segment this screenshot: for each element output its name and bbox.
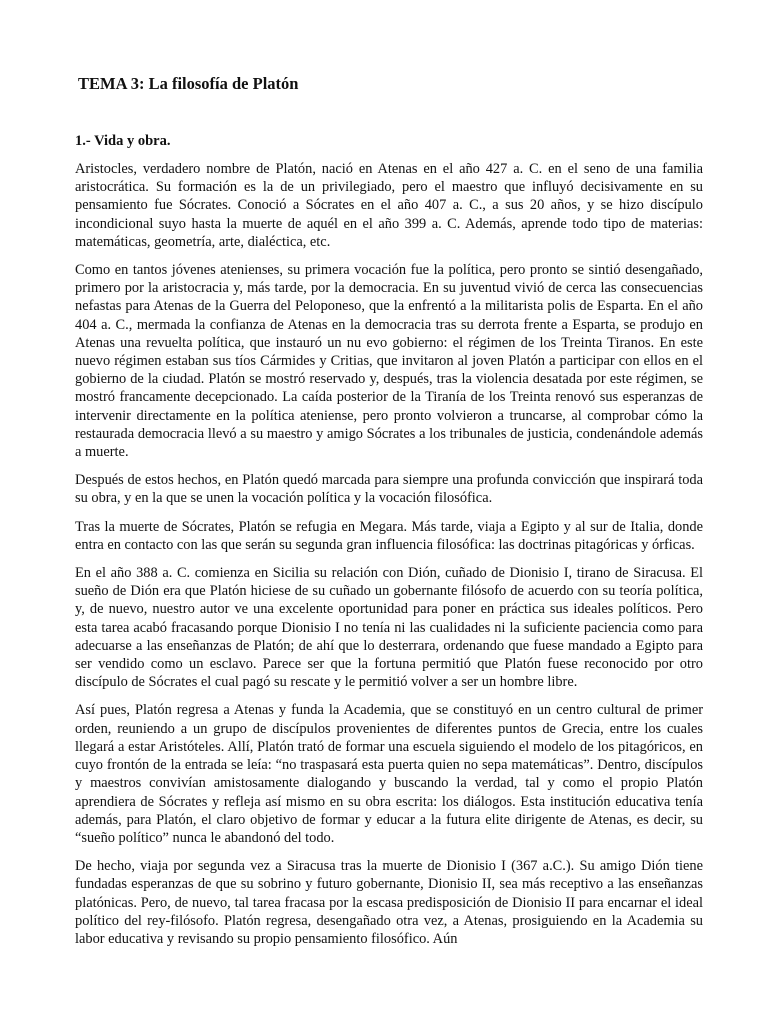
paragraph-3: Después de estos hechos, en Platón quedó marcada para siempre una profunda convicción que inspirará toda su obra, y en la que se unen la vocación política y la vocación filosófica. [75, 472, 703, 507]
paragraph-5: En el año 388 a. C. comienza en Sicilia su relación con Dión, cuñado de Dionisio I, tirano de Siracusa. El sueño de Dión era que Platón hiciese de su cuñado un gobernante filósofo de acuerdo con su teoría política, y, de nuevo, nuestro autor ve una excelente oportunidad para poner en práctica sus ideales políticos. Pero esta tarea acabó fracasando porque Dionisio I no tenía ni las cualidades ni la suficiente paciencia como para adecuarse a las enseñanzas de Platón; de ahí que lo desterrara, ordenando que fuese mandado a Egipto para ser vendido como un esclavo. Parece ser que la fortuna permitió que Platón fuese reconocido por otro discípulo de Sócrates el cual pagó su rescate y le permitió volver a ser un hombre libre. [75, 565, 703, 691]
paragraph-2: Como en tantos jóvenes atenienses, su primera vocación fue la política, pero pronto se sintió desengañado, primero por la aristocracia y, más tarde, por la democracia. En su juventud vivió de cerca las consecuencias nefastas para Atenas de la Guerra del Peloponeso, que la enfrentó a la militarista polis de Esparta. En el año 404 a. C., mermada la confianza de Atenas en la democracia tras su derrota frente a Esparta, se produjo en Atenas una revuelta política, que instauró un nu evo gobierno: el régimen de los Treinta Tiranos. En este nuevo régimen estaban sus tíos Cármides y Critias, que invitaron al joven Platón a participar con ellos en el gobierno de la ciudad. Platón se mostró reservado y, después, tras la violencia desatada por este régimen, se mostró francamente decepcionado. La caída posterior de la Tiranía de los Treinta renovó sus esperanzas de intervenir directamente en la política ateniense, pero pronto volvieron a truncarse, al comprobar cómo la restaurada democracia llevó a su maestro y amigo Sócrates a los tribunales de justicia, condenándole además a muerte. [75, 262, 703, 461]
document-title: TEMA 3: La filosofía de Platón [78, 74, 299, 93]
paragraph-4: Tras la muerte de Sócrates, Platón se refugia en Megara. Más tarde, viaja a Egipto y al sur de Italia, donde entra en contacto con las que serán su segunda gran influencia filosófica: las doctrinas pitagóricas y órficas. [75, 518, 703, 553]
paragraph-1: Aristocles, verdadero nombre de Platón, nació en Atenas en el año 427 a. C. en el seno de una familia aristocrática. Su formación es la de un privilegiado, pero el maestro que influyó decisivamente en su pensamiento fue Sócrates. Conoció a Sócrates en el año 407 a. C., a sus 20 años, y se hizo discípulo incondicional suyo hasta la muerte de aquél en el año 399 a. C. Además, aprende todo tipo de materias: matemáticas, geometría, arte, dialéctica, etc. [75, 161, 703, 250]
document-body [75, 160, 703, 958]
paragraph-6: Así pues, Platón regresa a Atenas y funda la Academia, que se constituyó en un centro cultural de primer orden, reuniendo a un grupo de discípulos provenientes de diferentes puntos de Grecia, entre los cuales llegará a estar Aristóteles. Allí, Platón trató de formar una escuela siguiendo el modelo de los pitagóricos, en cuyo frontón de la entrada se leía: “no traspasará esta puerta quien no sepa matemáticas”. Dentro, discípulos y maestros convivían amistosamente dialogando y buscando la verdad, tal y como el propio Platón aprendiera de Sócrates y refleja así mismo en su obra escrita: los diálogos. Esta institución educativa tenía además, para Platón, el claro objetivo de formar y educar a la futura elite dirigente de Atenas, es decir, su “sueño político” nunca le abandonó del todo. [75, 702, 703, 846]
section-heading: 1.- Vida y obra. [75, 133, 171, 149]
paragraph-7: De hecho, viaja por segunda vez a Siracusa tras la muerte de Dionisio I (367 a.C.). Su amigo Dión tiene fundadas esperanzas de que su sobrino y futuro gobernante, Dionisio II, sea más receptivo a las enseñanzas platónicas. Pero, de nuevo, tal tarea fracasa por la escasa predisposición de Dionisio II para encarnar el ideal político del rey-filósofo. Platón regresa, desengañado otra vez, a Atenas, prosiguiendo en la Academia su labor educativa y revisando su propio pensamiento filosófico. Aún [75, 858, 703, 947]
